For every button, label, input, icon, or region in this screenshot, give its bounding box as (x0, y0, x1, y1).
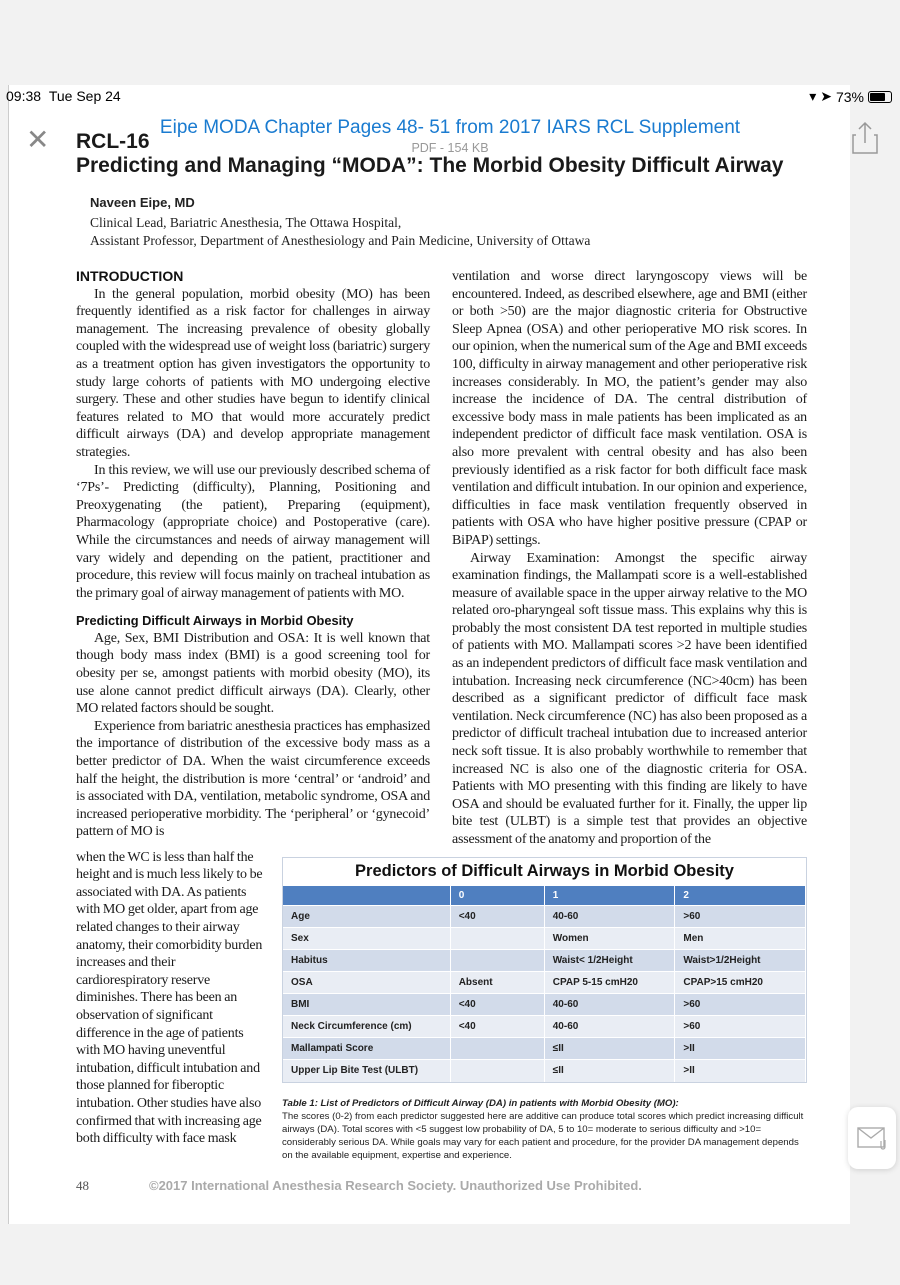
intro-heading: INTRODUCTION (76, 268, 184, 284)
table-cell: Neck Circumference (cm) (283, 1016, 450, 1038)
table-cell: <40 (450, 906, 544, 928)
table-cell: Waist>1/2Height (675, 950, 806, 972)
table-row (283, 994, 806, 1016)
table-cell (450, 950, 544, 972)
table-cell: CPAP 5-15 cmH20 (544, 972, 675, 994)
table-cell: Women (544, 928, 675, 950)
table-cell: 40-60 (544, 1016, 675, 1038)
table-title: Predictors of Difficult Airways in Morbid Obesity (355, 861, 734, 880)
table-cell: >II (675, 1060, 806, 1082)
left-column-continued (76, 849, 266, 1148)
table-caption (282, 1097, 807, 1162)
header-cell: 2 (675, 886, 806, 906)
battery-percent: 73% (835, 88, 864, 105)
right-column (452, 268, 807, 849)
caption-title: Table 1: List of Predictors of Difficult Airway (DA) in patients with Morbid Obesity (MO): (282, 1097, 679, 1109)
table-cell: 40-60 (544, 994, 675, 1016)
table-block (282, 857, 807, 1162)
table-row (283, 906, 806, 928)
paragraph: Experience from bariatric anesthesia practices has emphasized the importance of distribution of the excessive body mass as a better predictor of DA. When the waist circumference exceeds half the height, the distribution is more ‘central’ or ‘android’ and is associated with DA, ventilation, metabolic syndrome, OSA and increased perioperative morbidity. The ‘peripheral’ or ‘gynecoid’ pattern of MO is (76, 718, 430, 840)
table-row (283, 1038, 806, 1060)
mail-attachment-icon (857, 1125, 887, 1151)
chapter-code: RCL-16 (76, 130, 150, 153)
status-date: Tue Sep 24 (48, 88, 121, 104)
table-cell: Men (675, 928, 806, 950)
table-cell: 40-60 (544, 906, 675, 928)
close-button[interactable]: ✕ (26, 124, 50, 155)
status-time-date (6, 88, 121, 104)
affiliation-line: Clinical Lead, Bariatric Anesthesia, The Ottawa Hospital, (90, 215, 402, 230)
table-row (283, 928, 806, 950)
paragraph: ventilation and worse direct laryngoscopy views will be encountered. Indeed, as described elsewhere, age and BMI (either or both >50) are the major diagnostic criteria for Obstructive Sleep Apnea (OSA) and other perioperative MO risk scores. In our opinion, when the numerical sum of the Age and BMI exceeds 100, difficulty in airway management and other perioperative risk increases considerably. In MO, the patient’s gender may also increase the incidence of DA. The central distribution of excessive body mass in male patients has been implicated as an independent predictor of difficult face mask ventilation. OSA is also more prevalent with central obesity and has also been previously identified as a risk factor for both difficult face mask ventilation and difficult intubation. In our opinion and experience, difficulties in face mask ventilation frequently observed in patients with OSA who have higher positive pressure (CPAP or BiPAP) settings. (452, 269, 807, 548)
viewer-header (0, 109, 900, 167)
table-row (283, 972, 806, 994)
table-cell (450, 1060, 544, 1082)
table-cell: <40 (450, 1016, 544, 1038)
table-cell: >60 (675, 906, 806, 928)
page-number: 48 (76, 1177, 89, 1193)
document-title: Eipe MODA Chapter Pages 48- 51 from 2017 IARS RCL Supplement (159, 117, 741, 138)
left-column (76, 268, 430, 841)
document-info: PDF - 154 KB (411, 141, 489, 155)
predictors-table (282, 857, 807, 1083)
paragraph: In this review, we will use our previously described schema of ‘7Ps’- Predicting (difficulty), Planning, Positioning and Preoxygenating (the patient), Preparing (equipment), Pharmacology (appropriate choice) and Postoperative (care). While the circumstances and needs of airway management will vary widely and depending on the patient, practitioner and procedure, this review will focus mainly on tracheal intubation as the primary goal of airway management of patients with MO. (76, 462, 430, 601)
bottom-section (76, 849, 850, 1162)
table-header-row (283, 886, 806, 906)
table-row (283, 1060, 806, 1082)
table-cell: CPAP>15 cmH20 (675, 972, 806, 994)
status-time: 09:38 (6, 88, 42, 104)
copyright: ©2017 International Anesthesia Research Society. Unauthorized Use Prohibited. (149, 1177, 642, 1193)
paragraph: when the WC is less than half the height and is much less likely to be associated with DA. As patients with MO get older, apart from age related changes to their airway anatomy, their comorbidity burden increases and their cardiorespiratory reserve diminishes. There has been an observation of significant difference in the age of patients with MO having uneventful intubation, difficult intubation and those planned for fiberoptic intubation. Other studies have also confirmed that with increasing age both difficulty with face mask (76, 849, 263, 1147)
table-cell: Waist< 1/2Height (544, 950, 675, 972)
header-cell: 0 (450, 886, 544, 906)
table-cell: >60 (675, 994, 806, 1016)
table-cell: Upper Lip Bite Test (ULBT) (283, 1060, 450, 1082)
table-row (283, 1016, 806, 1038)
battery-icon (868, 91, 892, 103)
wifi-icon: ▾ (809, 88, 817, 104)
table-cell: >II (675, 1038, 806, 1060)
table-row (283, 950, 806, 972)
table-cell: Sex (283, 928, 450, 950)
section-heading: Predicting Difficult Airways in Morbid Obesity (76, 613, 354, 629)
table-cell: Mallampati Score (283, 1038, 450, 1060)
affiliation (90, 214, 850, 250)
table-cell: Absent (450, 972, 544, 994)
page-footer (76, 1178, 850, 1194)
paragraph: Age, Sex, BMI Distribution and OSA: It is well known that though body mass index (BMI) is a good screening tool for obesity per se, amongst patients with morbid obesity (MO), its use alone cannot predict difficult airways (DA). Clearly, other MO related factors should be sought. (76, 630, 430, 717)
table-cell: ≤II (544, 1060, 675, 1082)
markup-button[interactable] (848, 1107, 896, 1169)
paragraph: Airway Examination: Amongst the specific airway examination findings, the Mallampati score is a well-established measure of available space in the upper airway relative to the MO related oro-pharyngeal soft tissue mass. This explains why this is probably the most consistent DA test reported in multiple studies of patients with MO. Mallampati scores >2 have been identified as an independent predictors of difficult face mask ventilation and intubation. Increasing neck circumference (NC>40cm) has been described as a significant predictor of difficult face mask ventilation. Neck circumference (NC) has also been proposed as a predictor of difficult tracheal intubation due to increased anterior neck soft tissue. It is also probably worthwhile to remember that increased NC is also one of the diagnostic criteria for OSA. Patients with MO presenting with this finding are likely to have OSA and should be evaluated further for it. Finally, the upper lip bite test (ULBT) is a simple test that provides an objective assessment of the anatomy and proportion of the (452, 550, 807, 847)
table-cell (450, 928, 544, 950)
table-cell: BMI (283, 994, 450, 1016)
table-cell: <40 (450, 994, 544, 1016)
table-cell: Age (283, 906, 450, 928)
table-cell: OSA (283, 972, 450, 994)
author: Naveen Eipe, MD (90, 195, 195, 210)
affiliation-line: Assistant Professor, Department of Anesthesiology and Pain Medicine, University of Ottawa (90, 233, 591, 248)
status-bar (0, 85, 900, 109)
caption-body: The scores (0-2) from each predictor suggested here are additive can produce total scores which predict increasing difficult airways (DA). Total scores with <5 suggest low probability of DA, 5 to 10= moderate to serious difficulty and >10= considerably serious DA. While goals may vary for each patient and procedure, for the provider DA management depends on the available equipment, expertise and experience. (282, 1110, 804, 1161)
table-cell (450, 1038, 544, 1060)
two-column-body (76, 268, 850, 849)
table-cell: Habitus (283, 950, 450, 972)
pdf-page[interactable] (8, 85, 850, 1224)
chapter-title: Predicting and Managing “MODA”: The Morbid Obesity Difficult Airway (76, 154, 784, 177)
paragraph: In the general population, morbid obesity (MO) has been frequently identified as a risk factor for challenges in airway management. The increasing prevalence of obesity globally coupled with the widespread use of weight loss (bariatric) surgery as a treatment option has given investigators the opportunity to study large cohorts of patients with MO undergoing elective surgery. These and other studies have begun to identify clinical features related to MO that would more accurately predict difficult airways (DA) and develop appropriate management strategies. (76, 286, 430, 460)
location-icon: ➤ (820, 88, 832, 104)
table-cell: ≤II (544, 1038, 675, 1060)
header-cell: 1 (544, 886, 675, 906)
table-cell: >60 (675, 1016, 806, 1038)
header-cell (283, 886, 450, 906)
share-icon[interactable] (850, 121, 880, 155)
